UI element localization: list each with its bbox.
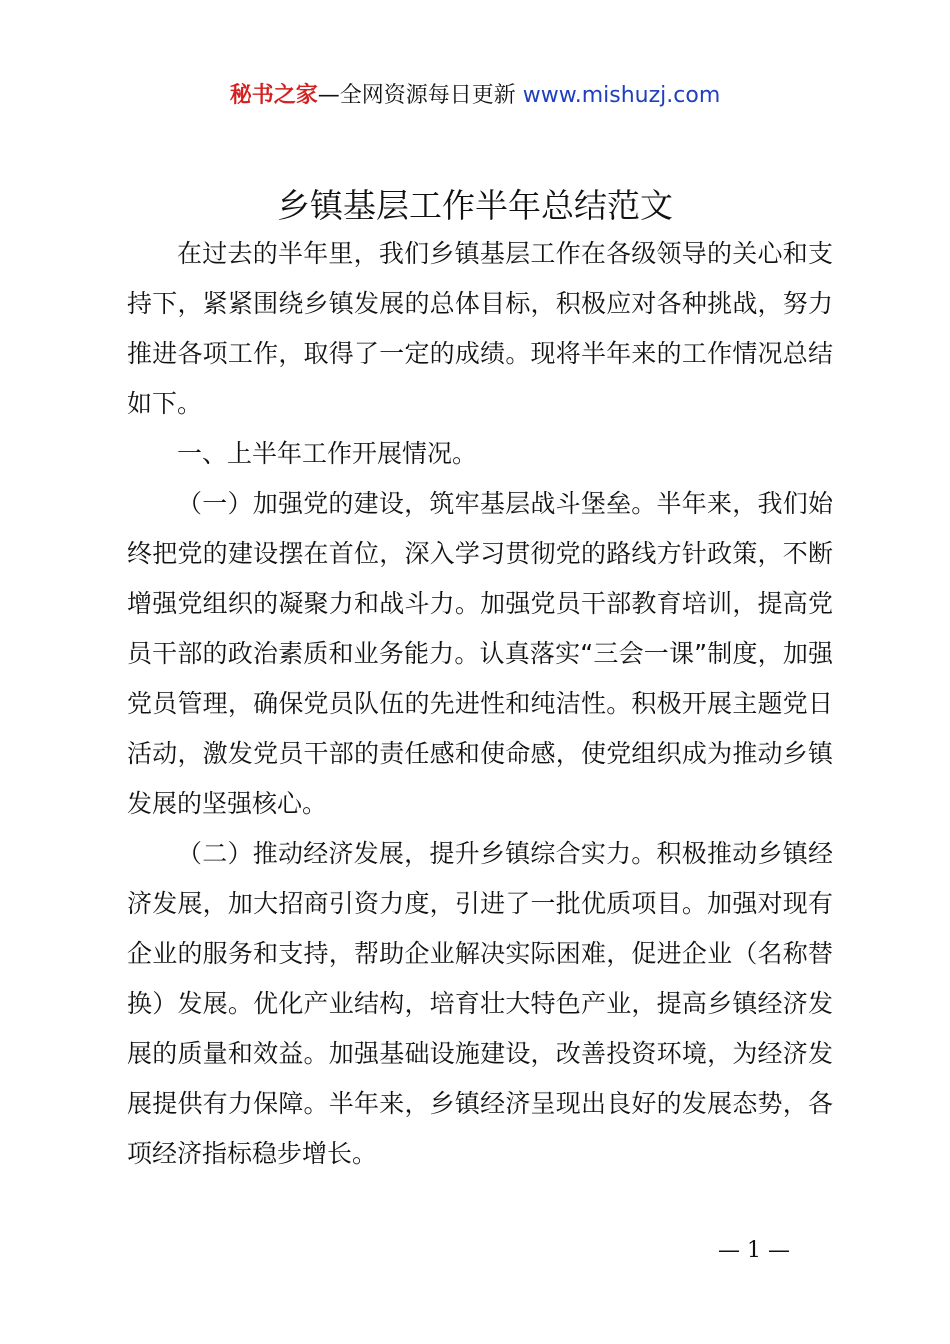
- section-heading: 一、上半年工作开展情况。: [177, 439, 478, 468]
- paragraph-intro: 在过去的半年里，我们乡镇基层工作在各级领导的关心和支持下，紧紧围绕乡镇发展的总体目标，积极应对各种挑战，努力推进各项工作，取得了一定的成绩。现将半年来的工作情况总结如下。: [127, 239, 833, 418]
- site-tagline: —全网资源每日更新: [317, 83, 523, 108]
- paragraph-economic-development: （二）推动经济发展，提升乡镇综合实力。积极推动乡镇经济发展，加大招商引资力度，引进了一批优质项目。加强对现有企业的服务和支持，帮助企业解决实际困难，促进企业（名称替换）发展。优化产业结构，培育壮大特色产业，提高乡镇经济发展的质量和效益。加强基础设施建设，改善投资环境，为经济发展提供有力保障。半年来，乡镇经济呈现出良好的发展态势，各项经济指标稳步增长。: [127, 839, 833, 1168]
- document-body: [127, 229, 833, 1179]
- site-url-link[interactable]: www.mishuzj.com: [522, 83, 721, 108]
- site-brand: 秘书之家: [229, 83, 318, 108]
- paragraph-party-building: （一）加强党的建设，筑牢基层战斗堡垒。半年来，我们始终把党的建设摆在首位，深入学习贯彻党的路线方针政策，不断增强党组织的凝聚力和战斗力。加强党员干部教育培训，提高党员干部的政治素质和业务能力。认真落实“三会一课”制度，加强党员管理，确保党员队伍的先进性和纯洁性。积极开展主题党日活动，激发党员干部的责任感和使命感，使党组织成为推动乡镇发展的坚强核心。: [127, 489, 833, 818]
- page-number: — 1 —: [718, 1238, 790, 1263]
- site-header: [0, 80, 950, 112]
- document-title: 乡镇基层工作半年总结范文: [277, 186, 673, 225]
